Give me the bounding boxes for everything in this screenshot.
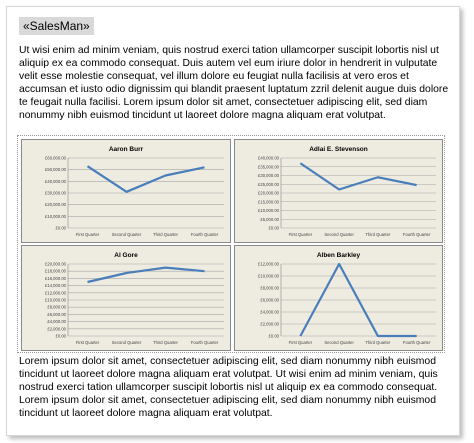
- chart-grid: [17, 135, 445, 353]
- y-tick-label: £60,000.00: [45, 155, 66, 161]
- chart-title: Al Gore: [114, 252, 138, 259]
- chart-title: Adlai E. Stevenson: [309, 146, 368, 153]
- paragraph-bottom: Lorem ipsum dolor sit amet, consectetuer adipiscing elit, sed diam nonummy nibh euismod tincidunt ut laoreet dolore magna aliquam erat volutpat. Ut wisi enim ad minim veniam, quis nostrud exerci tation ullamcorper suscipit lobortis nisl ut aliquip ex ea commodo consequat. Lorem ipsum dolor sit amet, consectetuer adipiscing elit, sed diam nonummy nibh euismod tincidunt ut laoreet dolore magna aliquam erat volutpat.: [19, 356, 438, 419]
- y-tick-label: £10,000.00: [45, 297, 66, 303]
- y-tick-label: £20,000.00: [258, 190, 279, 196]
- x-tick-label: Second Quarter: [111, 232, 142, 237]
- y-tick-label: £12,000.00: [258, 261, 279, 267]
- x-tick-label: Second Quarter: [324, 340, 354, 345]
- y-tick-label: £10,000.00: [45, 213, 66, 219]
- y-tick-label: £0.00: [55, 333, 66, 339]
- y-tick-label: £2,000.00: [260, 321, 279, 327]
- chart-alben-barkley: [235, 246, 442, 350]
- chart-panel[interactable]: [234, 245, 443, 351]
- y-tick-label: £10,000.00: [258, 273, 279, 279]
- y-tick-label: £4,000.00: [47, 319, 66, 325]
- y-tick-label: £30,000.00: [45, 190, 66, 196]
- paragraph-top: Ut wisi enim ad minim veniam, quis nostrud exerci tation ullamcorper suscipit lobortis nisl ut aliquip ex ea commodo consequat. Duis autem vel eum iriure dolor in hendrerit in vulputate velit esse molestie consequat, vel illum dolore eu feugiat nulla facilisis at vero eros et accumsan et iusto odio dignissim qui blandit praesent luptatum zzril delenit augue duis dolore te feugait nulla facilisi. Lorem ipsum dolor sit amet, consectetuer adipiscing elit, sed diam nonummy nibh euismod tincidunt ut laoreet dolore magna aliquam erat volutpat.: [19, 45, 449, 121]
- x-tick-label: First Quarter: [288, 232, 313, 237]
- y-tick-label: £0.00: [268, 333, 279, 339]
- y-tick-label: £0.00: [268, 225, 279, 231]
- y-tick-label: £6,000.00: [47, 311, 66, 317]
- y-tick-label: £25,000.00: [258, 181, 279, 187]
- y-tick-label: £5,000.00: [260, 216, 279, 222]
- y-tick-label: £2,000.00: [47, 326, 66, 332]
- x-tick-label: Third Quarter: [153, 232, 178, 237]
- x-tick-label: Fourth Quarter: [190, 340, 219, 345]
- x-tick-label: Second Quarter: [324, 232, 354, 237]
- y-tick-label: £12,000.00: [45, 290, 66, 296]
- x-tick-label: Second Quarter: [111, 340, 142, 345]
- x-tick-label: Fourth Quarter: [402, 340, 431, 345]
- x-tick-label: Third Quarter: [365, 232, 391, 237]
- x-tick-label: Fourth Quarter: [402, 232, 431, 237]
- y-tick-label: £10,000.00: [258, 208, 279, 213]
- y-tick-label: £8,000.00: [47, 304, 66, 310]
- chart-al-gore: [22, 246, 230, 350]
- x-tick-label: First Quarter: [75, 232, 100, 237]
- y-tick-label: £8,000.00: [260, 285, 279, 291]
- x-tick-label: First Quarter: [288, 340, 313, 345]
- y-tick-label: £16,000.00: [45, 275, 66, 281]
- y-tick-label: £20,000.00: [45, 202, 66, 208]
- y-tick-label: £18,000.00: [45, 268, 66, 274]
- y-tick-label: £50,000.00: [45, 167, 66, 173]
- series-line: [300, 163, 416, 189]
- chart-title: Aaron Burr: [108, 146, 144, 153]
- chart-adlai-e-stevenson: [235, 140, 442, 242]
- document-page: [6, 6, 460, 436]
- x-tick-label: Third Quarter: [365, 340, 391, 345]
- y-tick-label: £14,000.00: [45, 283, 66, 289]
- chart-panel[interactable]: [234, 139, 443, 243]
- y-tick-label: £35,000.00: [258, 164, 279, 170]
- y-tick-label: £40,000.00: [45, 178, 66, 184]
- chart-panel[interactable]: [21, 245, 231, 351]
- chart-panel[interactable]: [21, 139, 231, 243]
- y-tick-label: £15,000.00: [258, 199, 279, 205]
- y-tick-label: £6,000.00: [260, 297, 279, 303]
- x-tick-label: Fourth Quarter: [190, 232, 219, 237]
- chart-title: Alben Barkley: [316, 252, 361, 259]
- y-tick-label: £30,000.00: [258, 173, 279, 178]
- y-tick-label: £20,000.00: [45, 261, 66, 267]
- y-tick-label: £4,000.00: [260, 309, 279, 315]
- series-line: [88, 166, 205, 192]
- chart-aaron-burr: [22, 140, 230, 242]
- y-tick-label: £0.00: [55, 225, 66, 231]
- series-line: [88, 268, 205, 282]
- x-tick-label: Third Quarter: [153, 340, 178, 345]
- merge-field-salesman[interactable]: «SalesMan»: [19, 17, 94, 35]
- x-tick-label: First Quarter: [75, 340, 100, 345]
- y-tick-label: £40,000.00: [258, 155, 279, 161]
